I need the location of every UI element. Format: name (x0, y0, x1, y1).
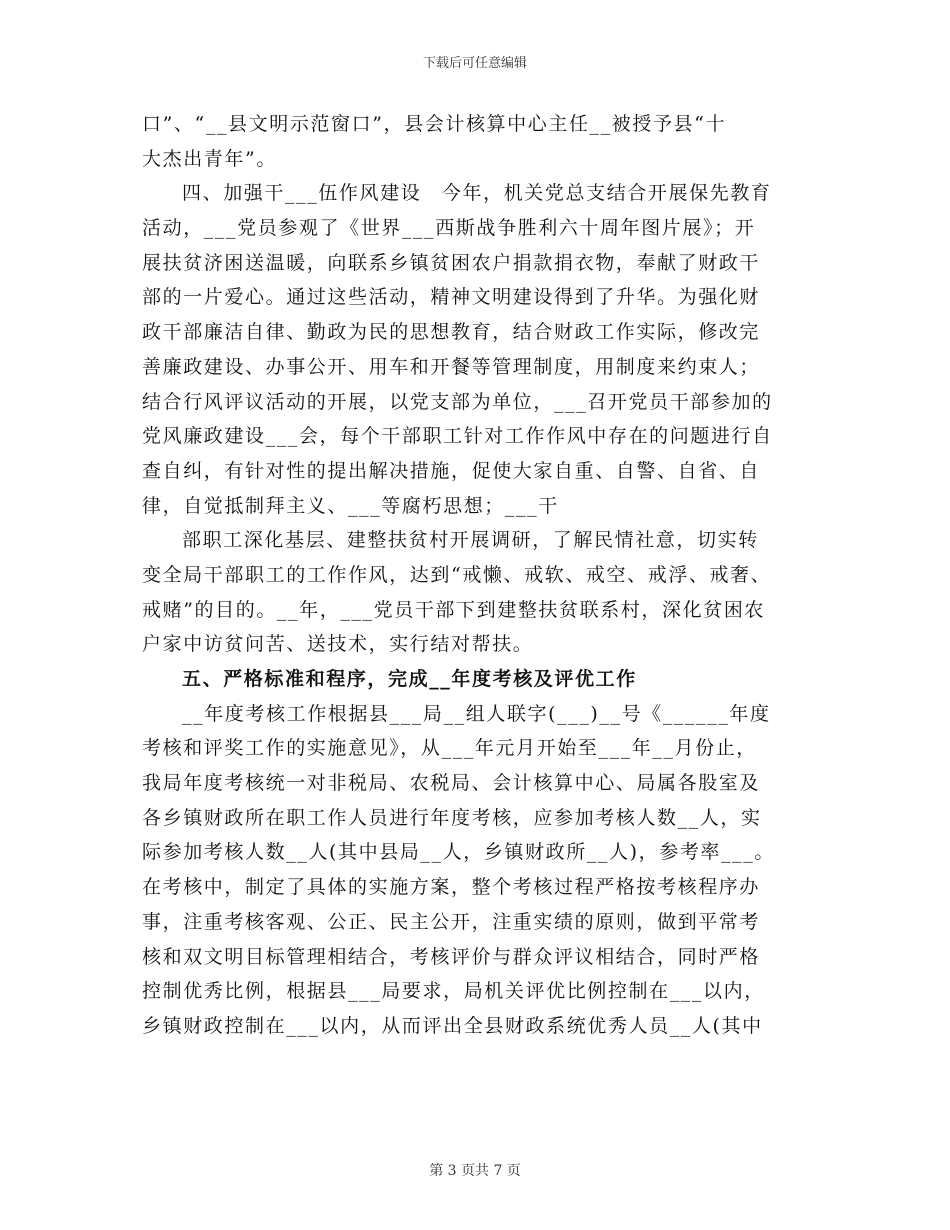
body-line: 政干部廉洁自律、勤政为民的思想教育，结合财政工作实际，修改完 (142, 321, 761, 344)
body-line: 部职工深化基层、建整扶贫村开展调研，了解民情社意，切实转 (182, 529, 759, 552)
body-line: 在考核中，制定了具体的实施方案，整个考核过程严格按考核程序办 (142, 876, 761, 899)
body-line: 部的一片爱心。通过这些活动，精神文明建设得到了升华。为强化财 (142, 286, 761, 309)
body-line: 核和双文明目标管理相结合，考核评价与群众评议相结合，同时严格 (142, 945, 761, 968)
body-line: 考核和评奖工作的实施意见》，从___年元月开始至___年__月份止， (142, 737, 757, 760)
page-header: 下载后可任意编辑 (422, 56, 527, 71)
body-line: 各乡镇财政所在职工作人员进行年度考核，应参加考核人数__人，实 (142, 806, 762, 829)
page-footer: 第 3 页共 7 页 (429, 1163, 521, 1179)
body-line: 我局年度考核统一对非税局、农税局、会计核算中心、局属各股室及 (142, 772, 761, 795)
body-line: 控制优秀比例，根据县___局要求，局机关评优比例控制在___以内， (142, 980, 765, 1003)
body-line: __年度考核工作根据县___局__组人联字(___)__号《______年度 (182, 702, 771, 725)
body-line: 律，自觉抵制拜主义、___等腐朽思想；___干 (142, 494, 559, 517)
body-line: 户家中访贫问苦、送技术，实行结对帮扶。 (142, 633, 534, 656)
body-line: 事，注重考核客观、公正、民主公开，注重实绩的原则，做到平常考 (142, 910, 761, 933)
body-line: 结合行风评议活动的开展，以党支部为单位，___召开党员干部参加的 (142, 390, 773, 413)
document-body (142, 107, 812, 1044)
body-line: 大杰出青年”。 (142, 147, 277, 170)
body-line: 变全局干部职工的工作作风，达到“戒懒、戒软、戒空、戒浮、戒奢、 (142, 563, 772, 586)
body-line: 乡镇财政控制在___以内，从而评出全县财政系统优秀人员__人(其中 (142, 1014, 763, 1037)
section-five-heading: 五、严格标准和程序，完成__年度考核及评优工作 (182, 668, 637, 690)
body-line: 活动，___党员参观了《世界___西斯战争胜利六十周年图片展》；开 (142, 217, 756, 240)
body-line: 查自纠，有针对性的提出解决措施，促使大家自重、自警、自省、自 (142, 459, 761, 482)
body-line: 善廉政建设、办事公开、用车和开餐等管理制度，用制度来约束人； (142, 355, 761, 378)
body-line: 展扶贫济困送温暖，向联系乡镇贫困农户捐款捐衣物，奉献了财政干 (142, 251, 761, 274)
body-line: 戒赌”的目的。__年，___党员干部下到建整扶贫联系村，深化贫困农 (142, 598, 766, 621)
body-line: 口”、“__县文明示范窗口”，县会计核算中心主任__被授予县“十 (142, 113, 727, 135)
body-line: 际参加考核人数__人(其中县局__人，乡镇财政所__人)，参考率___。 (142, 841, 775, 864)
section-four-heading-line: 四、加强干___伍作风建设 今年，机关党总支结合开展保先教育 (182, 182, 772, 205)
body-line: 党风廉政建设___会，每个干部职工针对工作作风中存在的问题进行自 (142, 425, 773, 448)
